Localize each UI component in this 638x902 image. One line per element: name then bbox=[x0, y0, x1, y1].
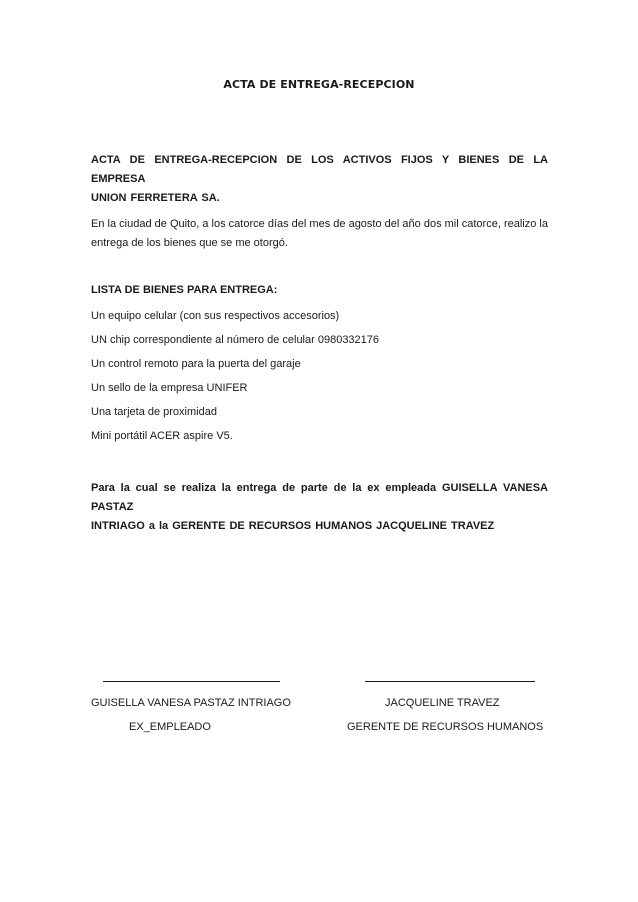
heading-line-2: UNION FERRETERA SA. bbox=[91, 192, 220, 204]
intro-line-2: entrega de los bienes que se me otorgó. bbox=[91, 237, 288, 249]
heading-line-1: ACTA DE ENTREGA-RECEPCION DE LOS ACTIVOS FIJOS Y BIENES DE LA EMPRESA bbox=[91, 154, 548, 185]
intro-line-1: En la ciudad de Quito, a los catorce días del mes de agosto del año dos mil catorce, realizo la bbox=[91, 218, 548, 230]
list-item: Un equipo celular (con sus respectivos accesorios) bbox=[91, 310, 340, 322]
page-title: ACTA DE ENTREGA-RECEPCION bbox=[223, 78, 415, 91]
right-signature-line bbox=[365, 681, 535, 682]
items-list bbox=[91, 309, 379, 453]
right-signatory-role: GERENTE DE RECURSOS HUMANOS bbox=[347, 721, 544, 733]
closing-line-2: INTRIAGO a la GERENTE DE RECURSOS HUMANOS JACQUELINE TRAVEZ bbox=[91, 520, 495, 532]
closing-paragraph bbox=[91, 479, 548, 536]
right-signatory-name: JACQUELINE TRAVEZ bbox=[385, 697, 500, 709]
list-title: LISTA DE BIENES PARA ENTREGA: bbox=[91, 284, 278, 296]
intro-paragraph bbox=[91, 215, 548, 253]
list-item: Un sello de la empresa UNIFER bbox=[91, 382, 248, 394]
left-signatory-role: EX_EMPLEADO bbox=[129, 721, 211, 733]
list-item: UN chip correspondiente al número de celular 0980332176 bbox=[91, 334, 380, 346]
left-signature-line bbox=[103, 681, 280, 682]
document-heading bbox=[91, 151, 548, 208]
list-item: Mini portátil ACER aspire V5. bbox=[91, 430, 233, 442]
list-item: Una tarjeta de proximidad bbox=[91, 406, 217, 418]
closing-line-1: Para la cual se realiza la entrega de parte de la ex empleada GUISELLA VANESA PASTAZ bbox=[91, 482, 548, 513]
list-item: Un control remoto para la puerta del garaje bbox=[91, 358, 301, 370]
left-signatory-name: GUISELLA VANESA PASTAZ INTRIAGO bbox=[91, 697, 291, 709]
